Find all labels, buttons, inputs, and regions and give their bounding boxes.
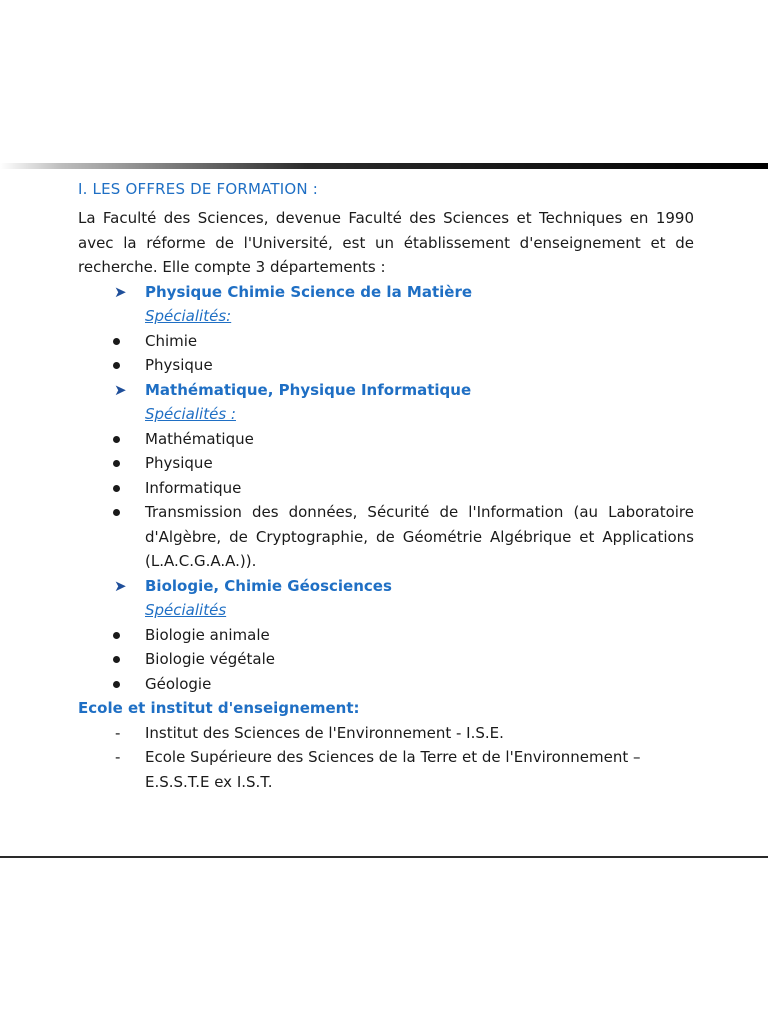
- arrowhead-icon: ➤: [114, 576, 127, 595]
- intro-paragraph: La Faculté des Sciences, devenue Faculté des Sciences et Techniques en 1990 avec la réforme de l'Université, est un établissement d'enseignement et de recherche. Elle compte 3 départements :: [78, 209, 694, 276]
- specialties-label: Spécialités :: [145, 405, 236, 423]
- list-item: Géologie: [78, 672, 694, 697]
- section-title: I. LES OFFRES DE FORMATION :: [78, 180, 319, 198]
- list-item: Mathématique: [78, 427, 694, 452]
- bullet-dot-icon: [113, 362, 120, 369]
- list-item: Biologie végétale: [78, 647, 694, 672]
- department-name: Physique Chimie Science de la Matière: [145, 282, 473, 301]
- list-item: Physique: [78, 451, 694, 476]
- list-item: - Institut des Sciences de l'Environnement - I.S.E.: [78, 721, 694, 746]
- top-divider: [0, 163, 768, 169]
- dash-icon: -: [115, 723, 121, 742]
- bullet-dot-icon: [113, 681, 120, 688]
- bullet-dot-icon: [113, 485, 120, 492]
- specialties-label: Spécialités:: [145, 307, 232, 325]
- list-item: - Ecole Supérieure des Sciences de la Terre et de l'Environnement – E.S.S.T.E ex I.S.T.: [78, 745, 694, 794]
- department-3: [78, 574, 694, 599]
- department-2: [78, 378, 694, 403]
- bullet-dot-icon: [113, 338, 120, 345]
- schools-heading: Ecole et institut d'enseignement:: [78, 699, 360, 717]
- department-name: Biologie, Chimie Géosciences: [145, 576, 392, 595]
- bottom-divider: [0, 856, 768, 858]
- list-item: Biologie animale: [78, 623, 694, 648]
- arrowhead-icon: ➤: [114, 282, 127, 301]
- bullet-dot-icon: [113, 509, 120, 516]
- list-item: Informatique: [78, 476, 694, 501]
- specialties-label: Spécialités: [145, 601, 227, 619]
- dash-icon: -: [115, 748, 121, 766]
- bullet-dot-icon: [113, 460, 120, 467]
- arrowhead-icon: ➤: [114, 380, 127, 399]
- list-item: Chimie: [78, 329, 694, 354]
- bullet-dot-icon: [113, 656, 120, 663]
- department-name: Mathématique, Physique Informatique: [145, 380, 472, 399]
- list-item: Physique: [78, 353, 694, 378]
- document-content: [78, 178, 694, 794]
- list-item: Transmission des données, Sécurité de l'Information (au Laboratoire d'Algèbre, de Cryptographie, de Géométrie Algébrique et Applications (L.A.C.G.A.A.)).: [78, 500, 694, 574]
- bullet-dot-icon: [113, 632, 120, 639]
- bullet-dot-icon: [113, 436, 120, 443]
- department-1: [78, 280, 694, 305]
